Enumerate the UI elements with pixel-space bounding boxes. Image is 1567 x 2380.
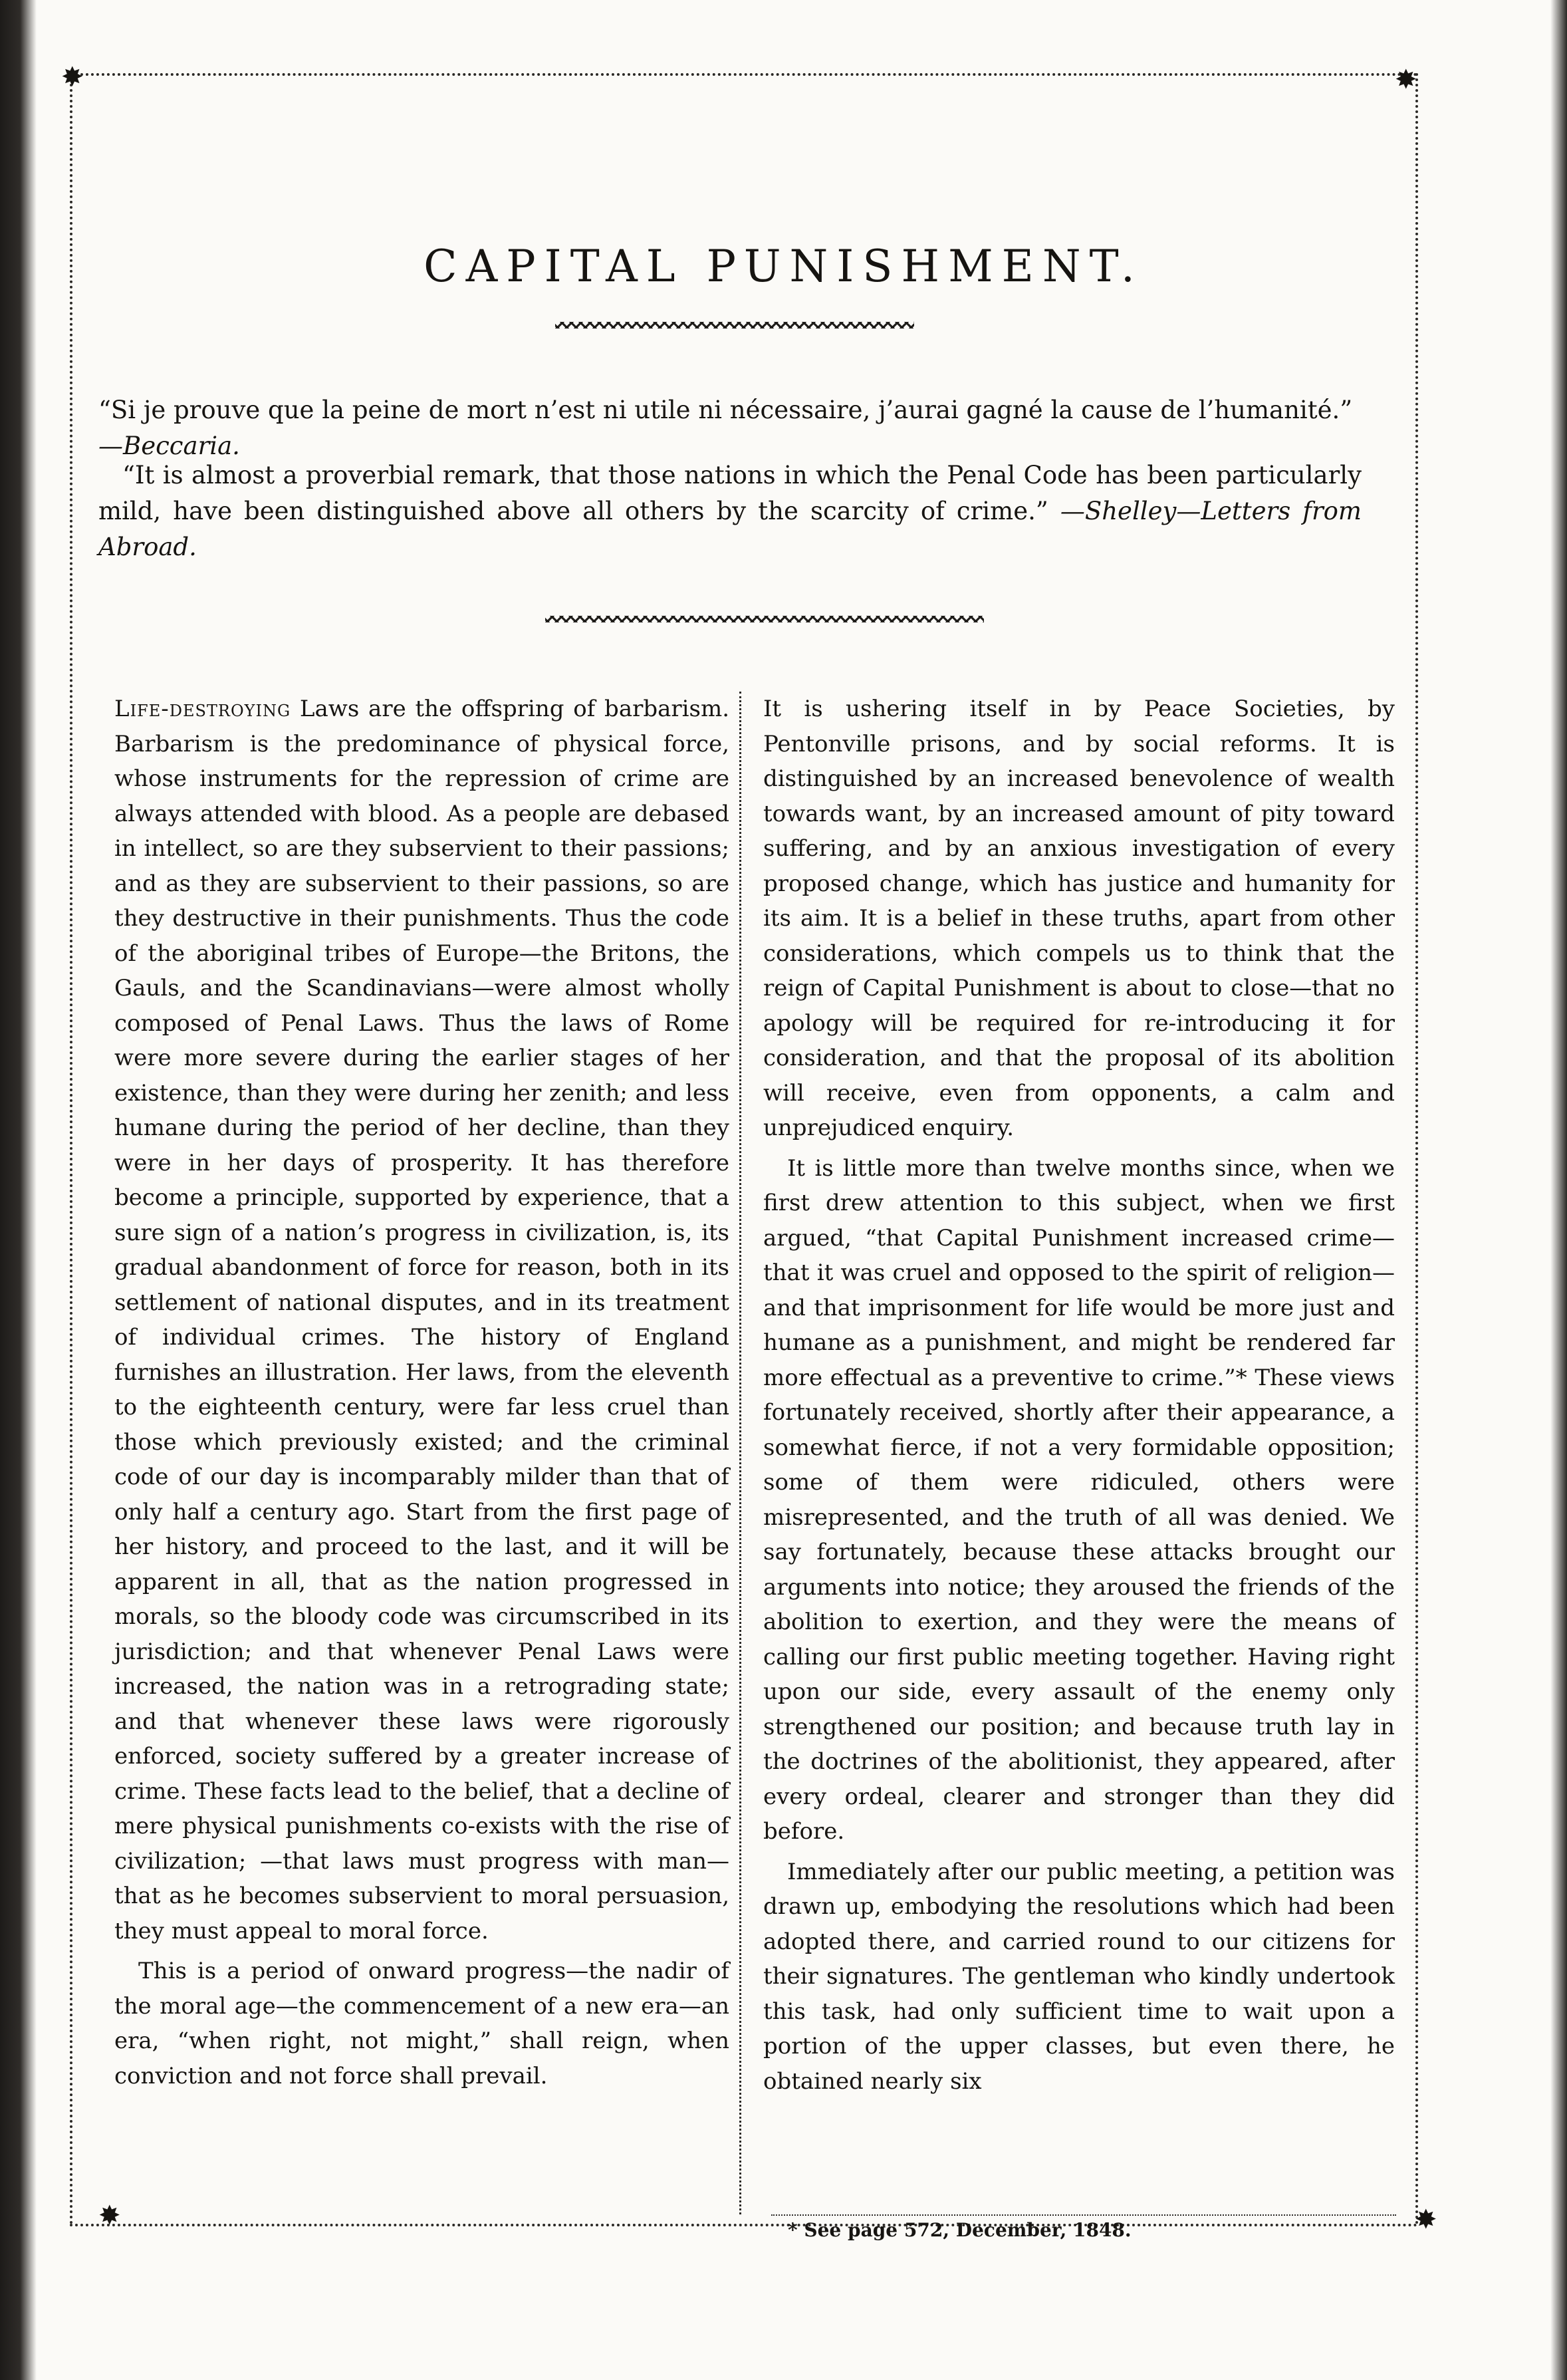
body-paragraph: Immediately after our public meeting, a petition was drawn up, embodying the resolutions which had been adopted there, and carried round to our citizens for their signatures. The gentleman who kindly undertook this task, had only sufficient time to wait upon a portion of the upper classes, but even there, he obtained nearly six [763, 1858, 1395, 2095]
body-paragraph: It is ushering itself in by Peace Societies, by Pentonville prisons, and by social reforms. It is distinguished by an increased benevolence of wealth towards want, by an increased amount of pity toward suffering, and by an anxious investigation of every proposed change, which has justice and humanity for its aim. It is a belief in these truths, apart from other considerations, which compels us to think that the reign of Capital Punishment is about to close—that no apology will be required for re-introducing it for consideration, and that the proposal of its abolition will receive, even from opponents, a calm and unprejudiced enquiry. [763, 696, 1395, 1141]
epigraph-text: “It is almost a proverbial remark, that those nations in which the Penal Code has been particularly mild, have been distinguished above all others by the scarcity of crime.” [98, 461, 1362, 525]
section-ornament-rule [545, 616, 984, 622]
footnote: * See page 572, December, 1848. [788, 2219, 1132, 2241]
epigraph-beccaria [98, 392, 1362, 464]
epigraph-attribution: —Beccaria. [98, 432, 240, 460]
corner-ornament-icon: ✸ [98, 2200, 121, 2231]
corner-ornament-icon: ✸ [61, 62, 84, 92]
page-edge-shadow [1550, 0, 1567, 2380]
book-binding-shadow [0, 0, 37, 2380]
column-divider [739, 692, 747, 2214]
paragraph-text: Laws are the offspring of barbarism. Barbarism is the predominance of physical force, whose instruments for the repression of crime are always attended with blood. As a people are debased in intellect, so are they subservient to their passions; and as they are subservient to their passions, so are they destructive in their punishments. Thus the code of the aboriginal tribes of Europe—the Britons, the Gauls, and the Scandinavians—were almost wholly composed of Penal Laws. Thus the laws of Rome were more severe during the earlier stages of her existence, than they were during her zenith; and less humane during the period of her decline, than they were in her days of prosperity. It has therefore become a principle, supported by experience, that a sure sign of a nation’s progress in civilization, is, its gradual abandonment of force for reason, both in its settlement of national disputes, and in its treatment of individual crimes. The history of England furnishes an illustration. Her laws, from the eleventh to the eighteenth century, were far less cruel than those which previously existed; and the criminal code of our day is incomparably milder than that of only half a century ago. Start from the first page of her history, and proceed to the last, and it will be apparent in all, that as the nation progressed in morals, so the bloody code was circumscribed in its jurisdiction; and that whenever Penal Laws were increased, the nation was in a retrograding state; and that whenever these laws were rigorously enforced, society suffered by a greater increase of crime. These facts lead to the belief, that a decline of mere physical punishments co-exists with the rise of civilization; —that laws must progress with man—that as he becomes subservient to moral persuasion, they must appeal to moral force. [114, 696, 729, 1944]
footnote-rule [771, 2214, 1396, 2216]
corner-ornament-icon: ✸ [1415, 2204, 1437, 2235]
epigraph-shelley [98, 458, 1362, 565]
right-column [763, 692, 1395, 2099]
body-paragraph: This is a period of onward progress—the nadir of the moral age—the commencement of a new era—an era, “when right, not might,” shall reign, when conviction and not force shall prevail. [114, 1958, 729, 2089]
body-paragraph: It is little more than twelve months since, when we first drew attention to this subject, when we first argued, “that Capital Punishment increased crime—that it was cruel and opposed to the spirit of religion—and that imprisonment for life would be more just and humane as a punishment, and might be rendered far more effectual as a preventive to crime.”* These views fortunately received, shortly after their appearance, a somewhat fierce, if not a very formidable opposition; some of them were ridiculed, others were misrepresented, and the truth of all was denied. We say fortunately, because these attacks brought our arguments into notice; they aroused the friends of the abolition to exertion, and they were the means of calling our first public meeting together. Having right upon our side, every assault of the enemy only strengthened our position; and because truth lay in the doctrines of the abolitionist, they appeared, after every ordeal, clearer and stronger than they did before. [763, 1154, 1395, 1845]
epigraph-attribution: —Shelley—Letters from Abroad. [98, 497, 1362, 561]
epigraph-text: “Si je prouve que la peine de mort n’est ni utile ni nécessaire, j’aurai gagné la cause de l’humanité.” [98, 396, 1353, 424]
title-ornament-rule [555, 322, 914, 329]
body-paragraph [114, 692, 729, 1948]
corner-ornament-icon: ✸ [1395, 65, 1417, 95]
left-column [114, 692, 729, 2093]
opening-words: Life-destroying [114, 696, 291, 722]
page-title: CAPITAL PUNISHMENT. [423, 241, 1144, 293]
